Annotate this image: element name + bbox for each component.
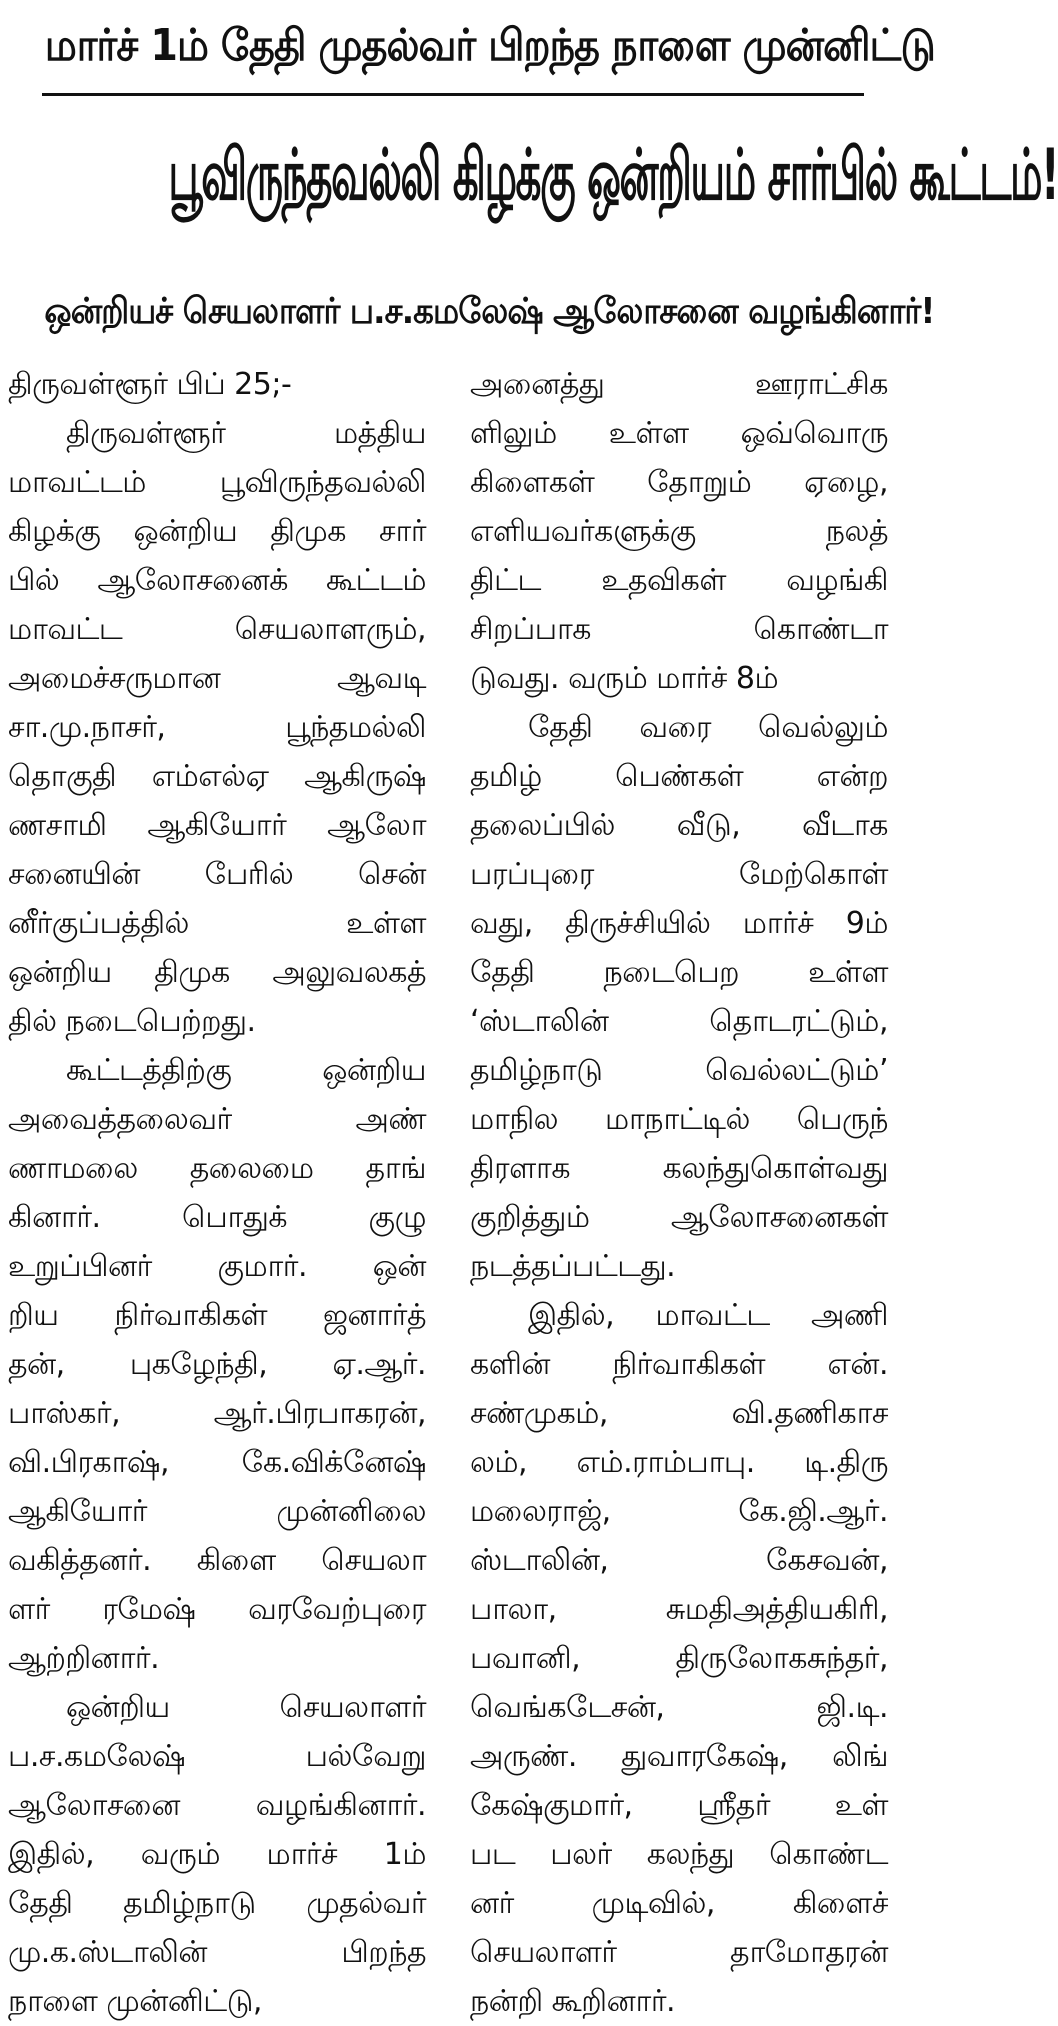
article-line: மலைராஜ், கே.ஜி.ஆர். (470, 1494, 888, 1529)
article-line: நாளை முன்னிட்டு, (8, 1984, 262, 2019)
article-line: ‘ஸ்டாலின் தொடரட்டும், (470, 1004, 888, 1039)
article-line: குறித்தும் ஆலோசனைகள் (470, 1200, 888, 1235)
article-line: பாஸ்கர், ஆர்.பிரபாகரன், (8, 1396, 426, 1431)
article-line: நன்றி கூறினார். (470, 1984, 676, 2019)
article-line: எளியவர்களுக்கு நலத் (470, 514, 888, 549)
article-line: திரளாக கலந்துகொள்வது (470, 1151, 888, 1186)
article-line: சா.மு.நாசர், பூந்தமல்லி (8, 710, 426, 745)
kicker-rule (42, 93, 864, 96)
article-line: அருண். துவாரகேஷ், லிங் (470, 1739, 888, 1774)
article-line: சனையின் பேரில் சென் (8, 857, 426, 892)
article-line: திருவள்ளூர் பிப் 25;- (8, 367, 292, 402)
article-line: கூட்டத்திற்கு ஒன்றிய (66, 1053, 426, 1088)
article-line: ஒன்றிய திமுக அலுவலகத் (8, 955, 426, 990)
article-line: நடத்தப்பட்டது. (470, 1249, 676, 1284)
article-line: அமைச்சருமான ஆவடி (8, 661, 426, 696)
article-line: அவைத்தலைவர் அண் (8, 1102, 426, 1137)
article-line: றிய நிர்வாகிகள் ஜனார்த் (8, 1298, 426, 1333)
article-line: திருவள்ளூர் மத்திய (66, 416, 426, 451)
article-line: லம், எம்.ராம்பாபு. டி.திரு (470, 1445, 888, 1480)
article-line: தலைப்பில் வீடு, வீடாக (470, 808, 888, 843)
article-line: டுவது. வரும் மார்ச் 8ம் (470, 661, 779, 696)
subheadline: ஒன்றியச் செயலாளர் ப.ச.கமலேஷ் ஆலோசனை வழங்கினார்! (44, 291, 935, 332)
article-line: பரப்புரை மேற்கொள் (470, 857, 888, 892)
article-line: ஆற்றினார். (8, 1641, 160, 1676)
article-line: உறுப்பினர் குமார். ஒன் (8, 1249, 426, 1284)
article-line: ஆலோசனை வழங்கினார். (8, 1788, 426, 1823)
article-line: பாலா, சுமதிஅத்தியகிரி, (470, 1592, 888, 1627)
article-line: கேஷ்குமார், ஸ்ரீதர் உள் (470, 1788, 888, 1823)
article-line: ப.ச.கமலேஷ் பல்வேறு (8, 1739, 426, 1774)
headline: பூவிருந்தவல்லி கிழக்கு ஒன்றியம் சார்பில் கூட்டம்! (168, 135, 1058, 217)
article-line: ணசாமி ஆகியோர் ஆலோ (8, 808, 426, 843)
article-line: வது, திருச்சியில் மார்ச் 9ம் (470, 906, 888, 941)
article-line: தில் நடைபெற்றது. (8, 1004, 256, 1039)
article-line: தேதி வரை வெல்லும் (528, 710, 888, 745)
article-line: சண்முகம், வி.தணிகாச (470, 1396, 888, 1431)
article-line: மாநில மாநாட்டில் பெருந் (470, 1102, 888, 1137)
article-line: தமிழ்நாடு வெல்லட்டும்’ (470, 1053, 888, 1088)
article-line: ளிலும் உள்ள ஒவ்வொரு (470, 416, 888, 451)
kicker-line: மார்ச் 1ம் தேதி முதல்வர் பிறந்த நாளை முன்னிட்டு (44, 20, 935, 71)
article-line: திட்ட உதவிகள் வழங்கி (470, 563, 888, 598)
article-line: னர் முடிவில், கிளைச் (470, 1886, 888, 1921)
article-line: மாவட்டம் பூவிருந்தவல்லி (8, 465, 426, 500)
article-line: மு.க.ஸ்டாலின் பிறந்த (8, 1935, 426, 1970)
article-line: இதில், வரும் மார்ச் 1ம் (8, 1837, 426, 1872)
article-line: களின் நிர்வாகிகள் என். (470, 1347, 888, 1382)
article-line: பவானி, திருலோகசுந்தர், (470, 1641, 888, 1676)
article-line: ளர் ரமேஷ் வரவேற்புரை (8, 1592, 426, 1627)
article-line: வகித்தனர். கிளை செயலா (8, 1543, 426, 1578)
article-line: சிறப்பாக கொண்டா (470, 612, 888, 647)
article-line: ஒன்றிய செயலாளர் (66, 1690, 426, 1725)
article-line: ணாமலை தலைமை தாங் (8, 1151, 426, 1186)
article-line: தேதி நடைபெற உள்ள (470, 955, 888, 990)
article-line: தன், புகழேந்தி, ஏ.ஆர். (8, 1347, 426, 1382)
article-column-left (8, 360, 426, 2019)
article-line: னீர்குப்பத்தில் உள்ள (8, 906, 426, 941)
article-line: கினார். பொதுக் குழு (8, 1200, 426, 1235)
article-line: கிழக்கு ஒன்றிய திமுக சார் (8, 514, 426, 549)
article-line: வி.பிரகாஷ், கே.விக்னேஷ் (8, 1445, 426, 1480)
article-line: அனைத்து ஊராட்சிக (470, 367, 888, 402)
article-line: பில் ஆலோசனைக் கூட்டம் (8, 563, 426, 598)
article-line: பட பலர் கலந்து கொண்ட (470, 1837, 888, 1872)
article-line: தேதி தமிழ்நாடு முதல்வர் (8, 1886, 426, 1921)
article-line: ஆகியோர் முன்னிலை (8, 1494, 426, 1529)
article-line: மாவட்ட செயலாளரும், (8, 612, 426, 647)
article-line: ஸ்டாலின், கேசவன், (470, 1543, 888, 1578)
article-line: இதில், மாவட்ட அணி (528, 1298, 888, 1333)
article-line: தமிழ் பெண்கள் என்ற (470, 759, 888, 794)
article-line: கிளைகள் தோறும் ஏழை, (470, 465, 888, 500)
article-column-right (470, 360, 888, 2019)
article-line: வெங்கடேசன், ஜி.டி. (470, 1690, 888, 1725)
article-line: தொகுதி எம்எல்ஏ ஆகிருஷ் (8, 759, 426, 794)
article-line: செயலாளர் தாமோதரன் (470, 1935, 888, 1970)
